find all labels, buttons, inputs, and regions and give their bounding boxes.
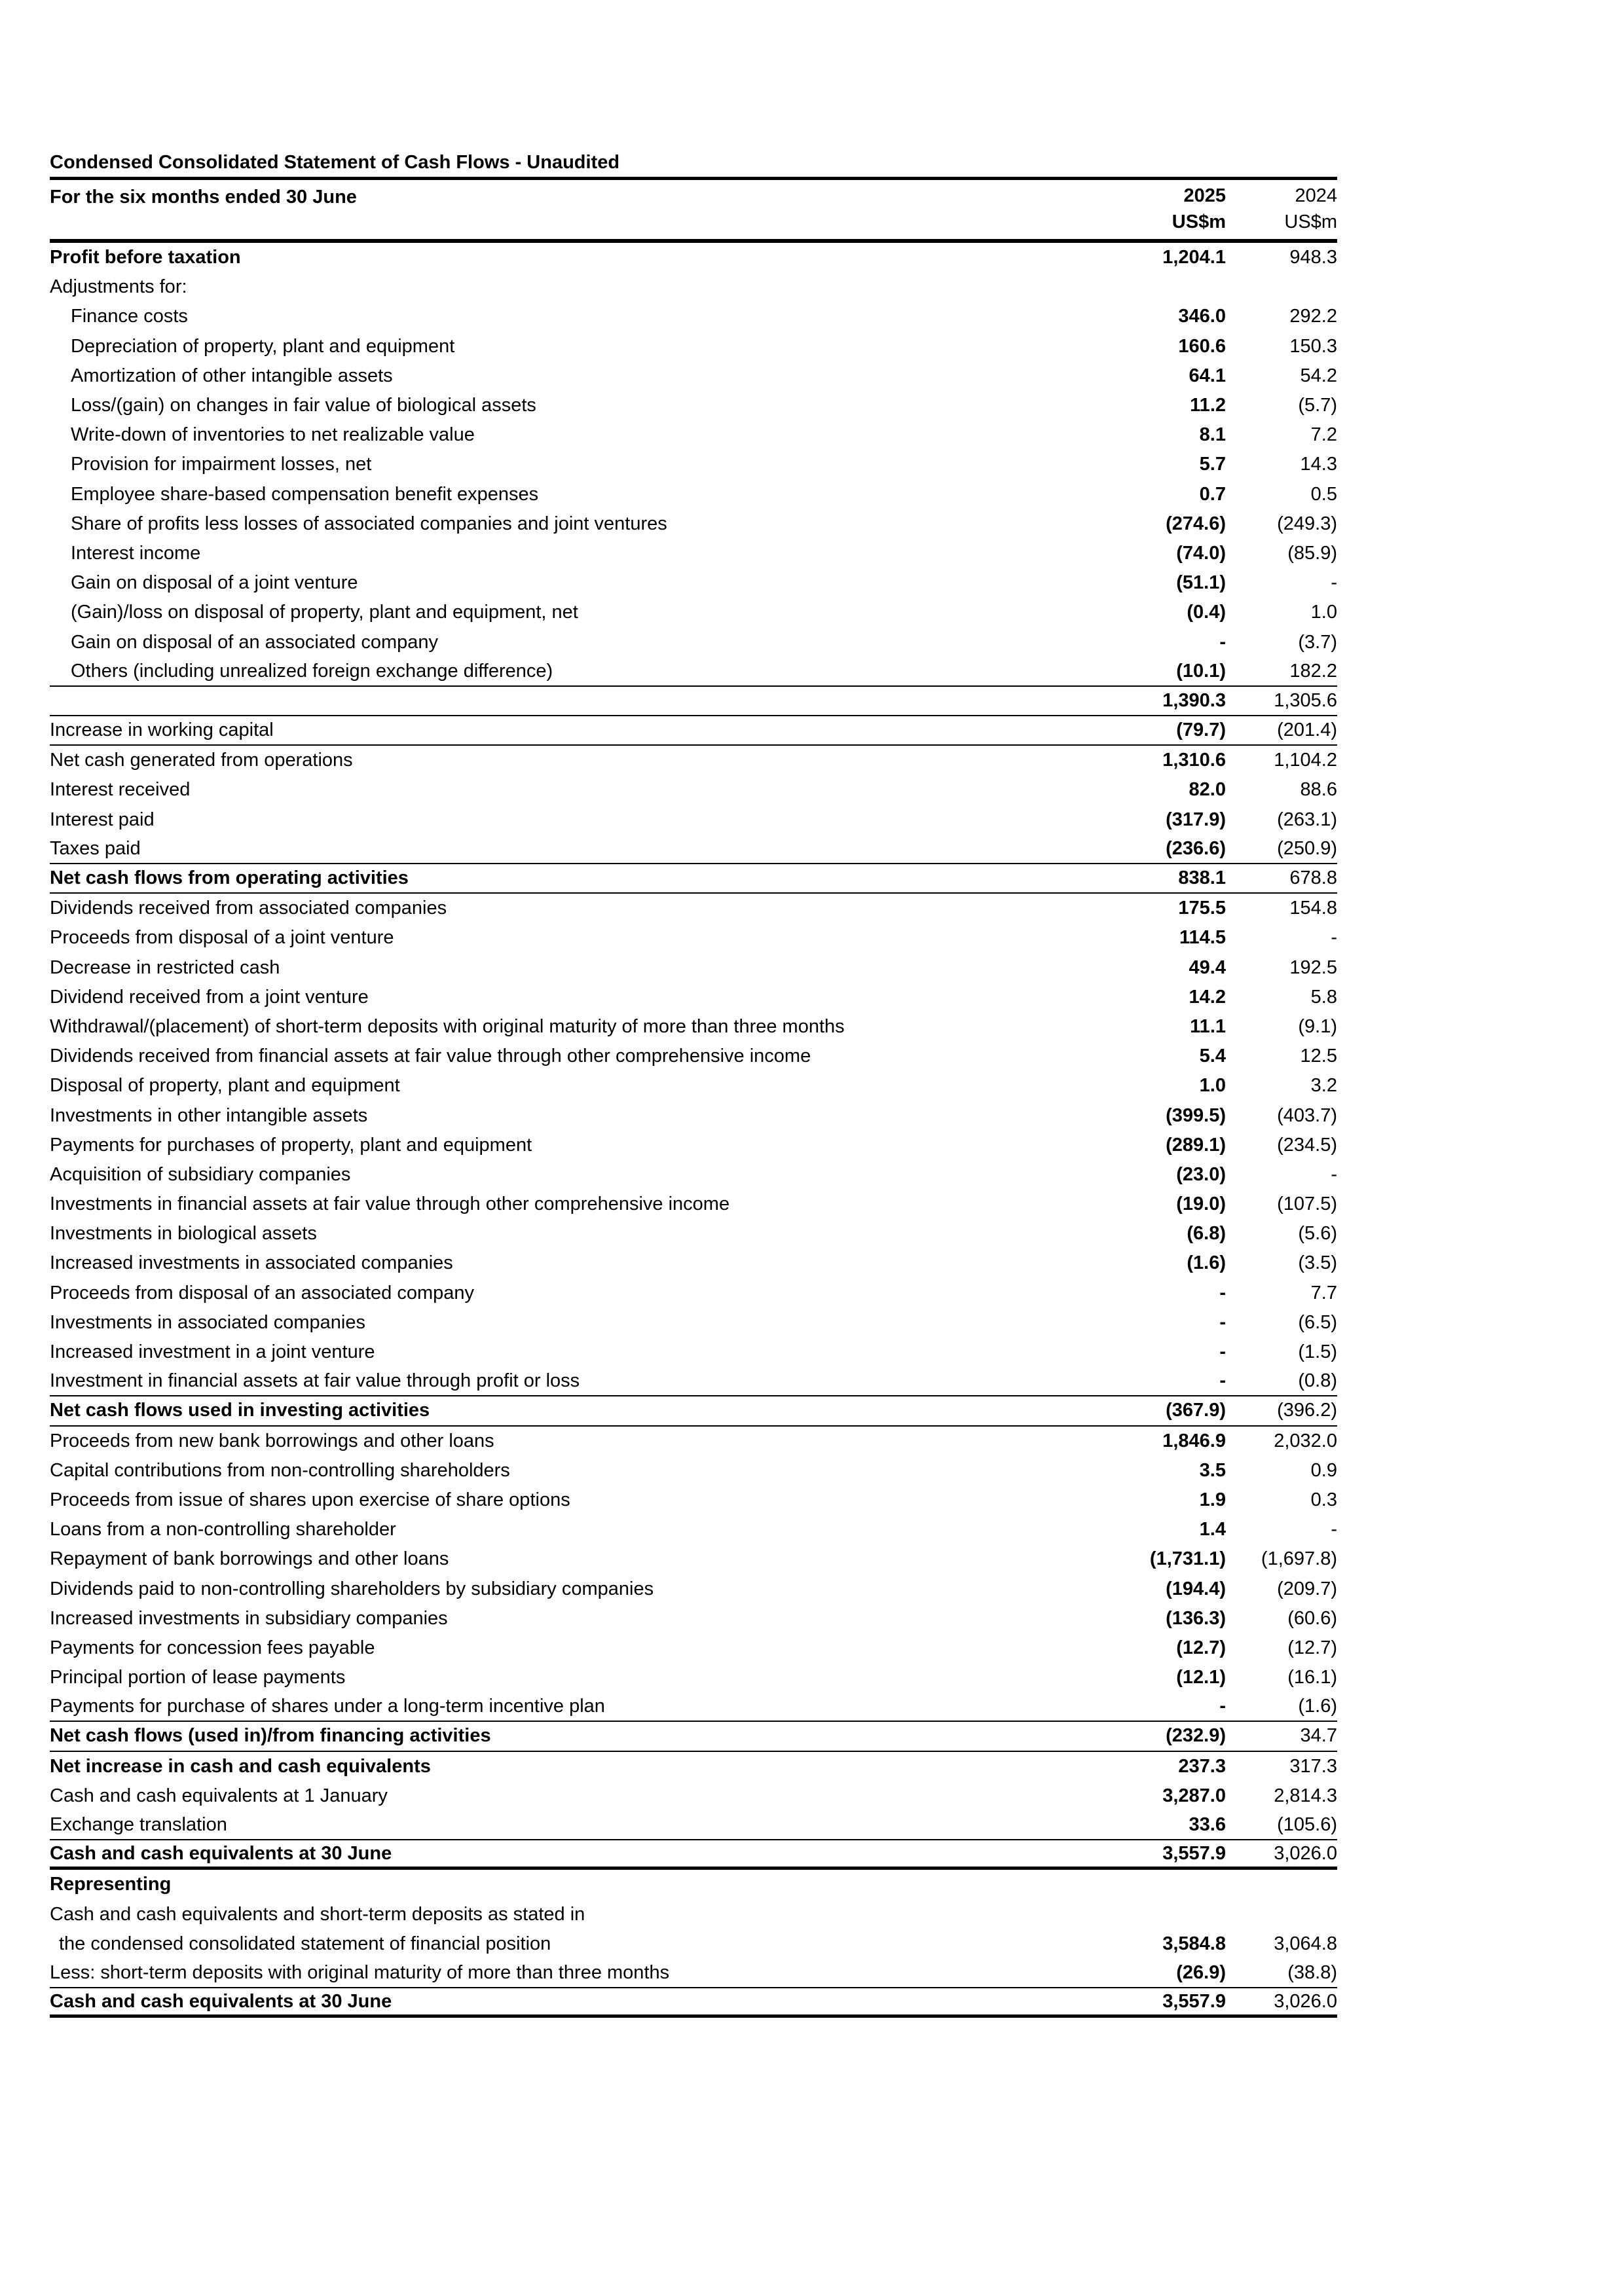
table-row (50, 420, 1337, 450)
table-row (50, 1071, 1337, 1101)
table-header (50, 180, 1337, 243)
value-2024: (396.2) (1277, 1400, 1337, 1421)
value-2024: (1.5) (1298, 1341, 1337, 1363)
row-label: Cash and cash equivalents and short-term deposits as stated in (50, 1903, 585, 1925)
table-row (50, 1604, 1337, 1633)
row-label: Depreciation of property, plant and equipment (71, 335, 455, 357)
table-row (50, 716, 1337, 746)
row-label: Net cash generated from operations (50, 750, 353, 771)
cash-flow-statement (50, 148, 1337, 2018)
row-label: Gain on disposal of a joint venture (71, 572, 358, 594)
value-2025: 3,557.9 (1162, 1842, 1226, 1864)
row-label: Interest paid (50, 809, 155, 830)
value-2025: 5.7 (1199, 454, 1226, 475)
table-row (50, 450, 1337, 479)
row-label: Loans from a non-controlling shareholder (50, 1519, 396, 1540)
row-label: Dividends received from associated companies (50, 898, 447, 919)
table-row (50, 1485, 1337, 1515)
column-2025-year: 2025 (1183, 185, 1226, 206)
row-label: (Gain)/loss on disposal of property, plant and equipment, net (71, 602, 578, 623)
table-row (50, 568, 1337, 598)
value-2025: 3,557.9 (1162, 1990, 1226, 2012)
row-label: Investments in other intangible assets (50, 1104, 368, 1126)
value-2024: (249.3) (1277, 513, 1337, 534)
table-row (50, 1544, 1337, 1574)
row-label: Investments in biological assets (50, 1223, 317, 1245)
column-2025-unit: US$m (1172, 211, 1226, 232)
table-row (50, 1456, 1337, 1485)
value-2024: 1,104.2 (1274, 750, 1337, 771)
table-row (50, 480, 1337, 509)
value-2025: (6.8) (1187, 1223, 1226, 1245)
value-2024: (60.6) (1287, 1607, 1337, 1629)
value-2025: 114.5 (1179, 927, 1226, 949)
value-2025: 3.5 (1199, 1459, 1226, 1481)
table-row (50, 1515, 1337, 1544)
value-2025: (26.9) (1176, 1961, 1226, 1983)
value-2025: 3,287.0 (1162, 1785, 1226, 1806)
row-label: Increased investment in a joint venture (50, 1341, 375, 1363)
value-2025: 82.0 (1189, 779, 1226, 801)
table-row (50, 1338, 1337, 1367)
row-label: Adjustments for: (50, 276, 187, 298)
table-row (50, 1190, 1337, 1219)
value-2024: (3.5) (1298, 1252, 1337, 1274)
row-label: Employee share-based compensation benefit expenses (71, 483, 539, 505)
row-label: Amortization of other intangible assets (71, 365, 393, 386)
value-2025: (12.1) (1176, 1667, 1226, 1688)
table-row (50, 1279, 1337, 1308)
table-row (50, 1012, 1337, 1042)
value-2025: (1,731.1) (1149, 1548, 1226, 1570)
table-row (50, 687, 1337, 716)
value-2025: 175.5 (1178, 898, 1226, 919)
value-2025: 1.0 (1199, 1075, 1226, 1097)
value-2024: (12.7) (1287, 1637, 1337, 1658)
table-row (50, 627, 1337, 657)
table-row (50, 1840, 1337, 1870)
value-2025: (367.9) (1166, 1400, 1226, 1421)
row-label: Withdrawal/(placement) of short-term deposits with original maturity of more than three months (50, 1015, 845, 1037)
table-row (50, 1160, 1337, 1190)
value-2024: (234.5) (1277, 1134, 1337, 1156)
value-2025: 14.2 (1189, 986, 1226, 1008)
value-2025: (399.5) (1166, 1104, 1226, 1126)
value-2024: (1,697.8) (1261, 1548, 1337, 1570)
value-2024: 192.5 (1289, 957, 1337, 978)
value-2024: 3,026.0 (1274, 1990, 1337, 2012)
value-2024: 1.0 (1310, 602, 1337, 623)
value-2024: 7.2 (1310, 424, 1337, 446)
row-label: Dividend received from a joint venture (50, 986, 369, 1008)
table-row (50, 775, 1337, 805)
value-2025: 33.6 (1189, 1814, 1226, 1836)
table-row (50, 1427, 1337, 1456)
row-label: Others (including unrealized foreign exchange difference) (71, 660, 553, 682)
table-row (50, 1101, 1337, 1130)
value-2025: (79.7) (1176, 720, 1226, 741)
row-label: Increased investments in associated companies (50, 1252, 453, 1274)
value-2025: 1,846.9 (1162, 1430, 1226, 1451)
row-label: Proceeds from new bank borrowings and other loans (50, 1430, 494, 1451)
value-2024: (1.6) (1298, 1696, 1337, 1717)
row-label: Net cash flows (used in)/from financing activities (50, 1725, 491, 1747)
table-row (50, 1633, 1337, 1663)
row-label: Net increase in cash and cash equivalents (50, 1755, 431, 1777)
value-2024: 948.3 (1289, 247, 1337, 268)
value-2025: (51.1) (1176, 572, 1226, 594)
row-label: Representing (50, 1874, 172, 1895)
value-2025: 1,204.1 (1162, 247, 1226, 268)
table-row (50, 1722, 1337, 1751)
table-row (50, 1308, 1337, 1338)
table-row (50, 1929, 1337, 1959)
value-2025: (232.9) (1166, 1725, 1226, 1747)
value-2025: (274.6) (1166, 513, 1226, 534)
value-2024: (0.8) (1298, 1370, 1337, 1392)
value-2024: - (1331, 572, 1337, 594)
table-row (50, 835, 1337, 864)
value-2025: 3,584.8 (1162, 1933, 1226, 1954)
row-label: Increase in working capital (50, 720, 274, 741)
value-2024: 12.5 (1300, 1046, 1337, 1067)
value-2025: 49.4 (1189, 957, 1226, 978)
value-2025: 0.7 (1199, 483, 1226, 505)
value-2024: 0.9 (1310, 1459, 1337, 1481)
value-2024: (107.5) (1277, 1194, 1337, 1215)
value-2025: 160.6 (1178, 335, 1226, 357)
value-2025: 346.0 (1178, 306, 1226, 327)
value-2024: (5.6) (1298, 1223, 1337, 1245)
value-2024: 2,814.3 (1274, 1785, 1337, 1806)
table-row (50, 953, 1337, 983)
value-2024: (85.9) (1287, 542, 1337, 564)
table-row (50, 1781, 1337, 1811)
value-2024: 2,032.0 (1274, 1430, 1337, 1451)
table-row (50, 746, 1337, 775)
value-2025: (12.7) (1176, 1637, 1226, 1658)
table-row (50, 1248, 1337, 1278)
value-2024: 88.6 (1300, 779, 1337, 801)
row-label: Net cash flows from operating activities (50, 867, 409, 889)
column-2024-year: 2024 (1295, 185, 1337, 206)
row-label: Payments for purchase of shares under a long-term incentive plan (50, 1696, 605, 1717)
table-row (50, 923, 1337, 953)
table-row (50, 302, 1337, 331)
value-2024: (403.7) (1277, 1104, 1337, 1126)
row-label: Investment in financial assets at fair value through profit or loss (50, 1370, 580, 1392)
value-2025: - (1219, 1370, 1226, 1392)
row-label: Principal portion of lease payments (50, 1667, 346, 1688)
row-label: Decrease in restricted cash (50, 957, 280, 978)
value-2025: 1,390.3 (1162, 689, 1226, 711)
value-2024: 3.2 (1310, 1075, 1337, 1097)
value-2025: (19.0) (1176, 1194, 1226, 1215)
value-2025: 11.2 (1190, 395, 1226, 416)
row-label: Gain on disposal of an associated company (71, 631, 439, 653)
value-2024: 150.3 (1289, 335, 1337, 357)
row-label: Provision for impairment losses, net (71, 454, 372, 475)
column-2024-unit: US$m (1284, 211, 1337, 232)
table-row (50, 1574, 1337, 1603)
row-label: Payments for purchases of property, plant and equipment (50, 1134, 532, 1156)
row-label: Finance costs (71, 306, 188, 327)
row-label: Cash and cash equivalents at 1 January (50, 1785, 388, 1806)
value-2025: (74.0) (1176, 542, 1226, 564)
row-label: Repayment of bank borrowings and other loans (50, 1548, 449, 1570)
table-row (50, 1131, 1337, 1160)
row-label: Exchange translation (50, 1814, 227, 1836)
table-row (50, 1367, 1337, 1396)
value-2024: 3,026.0 (1274, 1842, 1337, 1864)
value-2024: - (1331, 927, 1337, 949)
value-2025: - (1219, 1696, 1226, 1717)
table-row (50, 332, 1337, 361)
row-label: Investments in financial assets at fair value through other comprehensive income (50, 1194, 730, 1215)
row-label: Proceeds from disposal of an associated company (50, 1282, 475, 1303)
table-row (50, 805, 1337, 835)
row-label: Investments in associated companies (50, 1311, 365, 1333)
value-2024: (201.4) (1277, 720, 1337, 741)
value-2025: (23.0) (1176, 1163, 1226, 1185)
value-2024: (250.9) (1277, 837, 1337, 859)
table-row (50, 983, 1337, 1012)
row-label: Dividends paid to non-controlling shareholders by subsidiary companies (50, 1578, 654, 1599)
value-2024: 292.2 (1289, 306, 1337, 327)
value-2024: 1,305.6 (1274, 689, 1337, 711)
row-label: Net cash flows used in investing activities (50, 1400, 430, 1421)
statement-title: Condensed Consolidated Statement of Cash Flows - Unaudited (50, 148, 1337, 180)
period-label: For the six months ended 30 June (50, 187, 357, 208)
table-row (50, 894, 1337, 923)
table-row (50, 539, 1337, 568)
value-2024: (9.1) (1298, 1015, 1337, 1037)
value-2024: (5.7) (1298, 395, 1337, 416)
row-label: Increased investments in subsidiary companies (50, 1607, 448, 1629)
table-row (50, 1663, 1337, 1692)
value-2024: 34.7 (1300, 1725, 1337, 1747)
value-2024: (6.5) (1298, 1311, 1337, 1333)
column-2025 (1115, 180, 1226, 239)
row-label: Loss/(gain) on changes in fair value of biological assets (71, 395, 536, 416)
value-2025: 1.9 (1199, 1489, 1226, 1510)
value-2025: 11.1 (1190, 1015, 1226, 1037)
table-body (50, 243, 1337, 2018)
value-2025: (194.4) (1166, 1578, 1226, 1599)
value-2024: - (1331, 1519, 1337, 1540)
table-row (50, 1219, 1337, 1248)
value-2025: - (1219, 1341, 1226, 1363)
value-2025: 5.4 (1199, 1046, 1226, 1067)
value-2025: - (1219, 1311, 1226, 1333)
value-2024: 0.5 (1310, 483, 1337, 505)
value-2024: 0.3 (1310, 1489, 1337, 1510)
value-2025: (317.9) (1166, 809, 1226, 830)
table-row (50, 243, 1337, 272)
value-2024: 154.8 (1289, 898, 1337, 919)
table-row (50, 1988, 1337, 2018)
table-row (50, 1042, 1337, 1071)
table-row (50, 391, 1337, 420)
value-2024: 678.8 (1289, 867, 1337, 889)
value-2025: (0.4) (1187, 602, 1226, 623)
value-2025: (10.1) (1176, 660, 1226, 682)
row-label: Less: short-term deposits with original maturity of more than three months (50, 1961, 670, 1983)
value-2025: 237.3 (1178, 1755, 1226, 1777)
value-2024: 7.7 (1310, 1282, 1337, 1303)
value-2025: 64.1 (1189, 365, 1226, 386)
value-2025: 1,310.6 (1162, 750, 1226, 771)
value-2024: 54.2 (1300, 365, 1337, 386)
value-2025: - (1219, 631, 1226, 653)
value-2024: 3,064.8 (1274, 1933, 1337, 1954)
value-2025: 838.1 (1178, 867, 1226, 889)
value-2024: 182.2 (1289, 660, 1337, 682)
value-2025: - (1219, 1282, 1226, 1303)
table-row (50, 657, 1337, 687)
row-label: Cash and cash equivalents at 30 June (50, 1842, 392, 1864)
row-label: Dividends received from financial assets at fair value through other comprehensive income (50, 1046, 811, 1067)
row-label: Disposal of property, plant and equipment (50, 1075, 400, 1097)
value-2025: (236.6) (1166, 837, 1226, 859)
table-row (50, 1900, 1337, 1929)
row-label: Interest income (71, 542, 201, 564)
value-2024: 14.3 (1300, 454, 1337, 475)
value-2024: (105.6) (1277, 1814, 1337, 1836)
row-label: Profit before taxation (50, 247, 241, 268)
value-2024: (16.1) (1287, 1667, 1337, 1688)
table-row (50, 1692, 1337, 1722)
table-row (50, 1811, 1337, 1840)
value-2025: 8.1 (1199, 424, 1226, 446)
value-2025: (1.6) (1187, 1252, 1226, 1274)
table-row (50, 864, 1337, 894)
value-2025: (289.1) (1166, 1134, 1226, 1156)
row-label: Proceeds from issue of shares upon exercise of share options (50, 1489, 570, 1510)
table-row (50, 1752, 1337, 1781)
value-2024: (263.1) (1277, 809, 1337, 830)
row-label: Taxes paid (50, 837, 141, 859)
table-row (50, 598, 1337, 627)
row-label: Share of profits less losses of associated companies and joint ventures (71, 513, 667, 534)
value-2024: - (1331, 1163, 1337, 1185)
row-label: Proceeds from disposal of a joint venture (50, 927, 394, 949)
row-label: Payments for concession fees payable (50, 1637, 375, 1658)
table-row (50, 1396, 1337, 1426)
row-label: Interest received (50, 779, 191, 801)
row-label: the condensed consolidated statement of financial position (59, 1933, 551, 1954)
row-label: Cash and cash equivalents at 30 June (50, 1990, 392, 2012)
value-2025: 1.4 (1199, 1519, 1226, 1540)
value-2024: (3.7) (1298, 631, 1337, 653)
row-label: Write-down of inventories to net realizable value (71, 424, 475, 446)
table-row (50, 509, 1337, 539)
value-2024: (209.7) (1277, 1578, 1337, 1599)
value-2024: (38.8) (1287, 1961, 1337, 1983)
row-label: Capital contributions from non-controlling shareholders (50, 1459, 510, 1481)
table-row (50, 361, 1337, 391)
value-2024: 5.8 (1310, 986, 1337, 1008)
row-label: Acquisition of subsidiary companies (50, 1163, 351, 1185)
value-2025: (136.3) (1166, 1607, 1226, 1629)
table-row (50, 1959, 1337, 1988)
table-row (50, 272, 1337, 302)
column-2024 (1226, 180, 1337, 239)
value-2024: 317.3 (1289, 1755, 1337, 1777)
table-row (50, 1870, 1337, 1899)
